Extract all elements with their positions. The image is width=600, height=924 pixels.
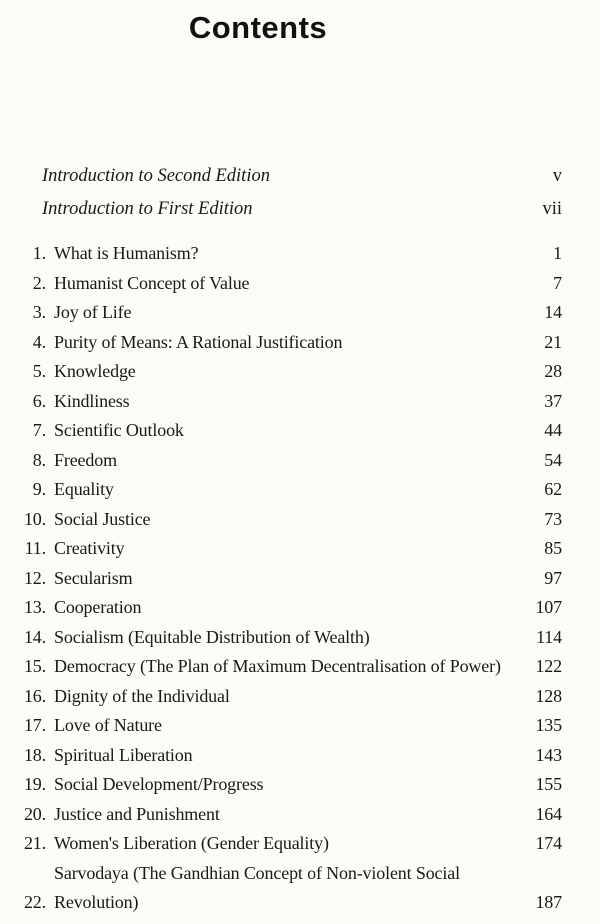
chapter-number: 14. xyxy=(23,626,46,647)
chapter-page-number: 62 xyxy=(544,479,562,499)
chapter-page-number: 187 xyxy=(535,892,562,912)
chapter-number: 8. xyxy=(32,449,46,470)
chapter-number: 13. xyxy=(23,597,46,617)
chapter-number: 16. xyxy=(23,685,46,706)
toc-row xyxy=(22,770,562,800)
chapter-number: 21. xyxy=(23,833,46,853)
chapter-page-number: 155 xyxy=(535,774,562,794)
chapter-title: Sarvodaya (The Gandhian Concept of Non-violent Social Revolution) xyxy=(54,862,460,912)
toc-row xyxy=(22,593,562,623)
chapter-number: 19. xyxy=(23,774,46,794)
toc-row xyxy=(22,682,562,712)
front-matter-list xyxy=(22,160,562,226)
chapter-page-number: 73 xyxy=(544,508,562,529)
chapter-page-number: 21 xyxy=(544,331,562,352)
chapter-number: 18. xyxy=(23,744,46,765)
chapter-number: 1. xyxy=(32,243,46,263)
chapter-title: Kindliness xyxy=(54,390,130,411)
chapter-title: Justice and Punishment xyxy=(54,803,220,824)
chapter-title: Secularism xyxy=(54,567,133,588)
chapter-number: 17. xyxy=(23,715,46,735)
chapter-page-number: 114 xyxy=(536,626,562,647)
chapter-number: 15. xyxy=(23,656,46,676)
chapter-number: 22. xyxy=(23,892,46,912)
chapter-title: Freedom xyxy=(54,449,117,470)
toc-row xyxy=(22,387,562,417)
toc-row xyxy=(22,357,562,387)
chapter-title: Women's Liberation (Gender Equality) xyxy=(54,833,329,853)
front-matter-label: Introduction to Second Edition xyxy=(42,166,270,186)
chapter-number: 2. xyxy=(32,272,46,293)
chapter-title: Democracy (The Plan of Maximum Decentralisation of Power) xyxy=(54,656,501,676)
chapter-number: 12. xyxy=(23,567,46,588)
toc-row xyxy=(22,859,562,918)
toc-row xyxy=(22,298,562,328)
toc-row xyxy=(22,475,562,505)
toc-row xyxy=(22,711,562,741)
chapter-number: 20. xyxy=(23,803,46,824)
toc-row xyxy=(22,534,562,564)
chapter-title: Social Justice xyxy=(54,508,151,529)
toc-row xyxy=(22,829,562,859)
front-matter-row xyxy=(42,193,562,226)
front-matter-row xyxy=(42,160,562,193)
chapter-page-number: 14 xyxy=(544,302,562,322)
chapter-title: Love of Nature xyxy=(54,715,162,735)
toc-row xyxy=(22,328,562,358)
chapter-page-number: 85 xyxy=(544,538,562,558)
chapter-page-number: 28 xyxy=(544,361,562,381)
toc-row xyxy=(22,239,562,269)
chapter-page-number: 7 xyxy=(553,272,562,293)
chapter-title: Joy of Life xyxy=(54,302,132,322)
chapter-title: Social Development/Progress xyxy=(54,774,264,794)
chapter-title: Dignity of the Individual xyxy=(54,685,230,706)
chapter-page-number: 107 xyxy=(535,597,562,617)
chapter-page-number: 164 xyxy=(535,803,562,824)
toc-row xyxy=(22,416,562,446)
chapter-title: Knowledge xyxy=(54,361,136,381)
chapter-page-number: 1 xyxy=(553,243,562,263)
chapter-list xyxy=(22,239,562,918)
chapter-title: Spiritual Liberation xyxy=(54,744,193,765)
chapter-number: 5. xyxy=(32,361,46,381)
toc-row xyxy=(22,505,562,535)
chapter-number: 10. xyxy=(23,508,46,529)
chapter-page-number: 135 xyxy=(535,715,562,735)
chapter-page-number: 174 xyxy=(535,833,562,853)
chapter-number: 7. xyxy=(32,420,46,440)
chapter-number: 3. xyxy=(32,302,46,322)
chapter-number: 11. xyxy=(24,538,46,558)
chapter-number: 4. xyxy=(32,331,46,352)
page-title: Contents xyxy=(188,10,328,45)
chapter-page-number: 97 xyxy=(544,567,562,588)
toc-row xyxy=(22,800,562,830)
chapter-page-number: 37 xyxy=(544,390,562,411)
toc-row xyxy=(22,623,562,653)
chapter-title: Cooperation xyxy=(54,597,142,617)
front-matter-page-number: v xyxy=(552,166,562,186)
chapter-number: 9. xyxy=(32,479,46,499)
toc-row xyxy=(22,652,562,682)
chapter-number: 6. xyxy=(32,390,46,411)
front-matter-label: Introduction to First Edition xyxy=(42,199,253,219)
front-matter-page-number: vii xyxy=(542,199,562,219)
chapter-page-number: 122 xyxy=(535,656,562,676)
chapter-title: Socialism (Equitable Distribution of Wealth) xyxy=(54,626,370,647)
toc-row xyxy=(22,269,562,299)
chapter-page-number: 128 xyxy=(535,685,562,706)
chapter-page-number: 143 xyxy=(535,744,562,765)
chapter-title: Equality xyxy=(54,479,114,499)
chapter-title: Purity of Means: A Rational Justification xyxy=(54,331,343,352)
chapter-page-number: 54 xyxy=(544,449,562,470)
chapter-title: What is Humanism? xyxy=(54,243,199,263)
toc-row xyxy=(22,741,562,771)
toc-row xyxy=(22,446,562,476)
chapter-title: Humanist Concept of Value xyxy=(54,272,250,293)
chapter-page-number: 44 xyxy=(544,420,562,440)
chapter-title: Creativity xyxy=(54,538,125,558)
toc-row xyxy=(22,564,562,594)
chapter-title: Scientific Outlook xyxy=(54,420,184,440)
